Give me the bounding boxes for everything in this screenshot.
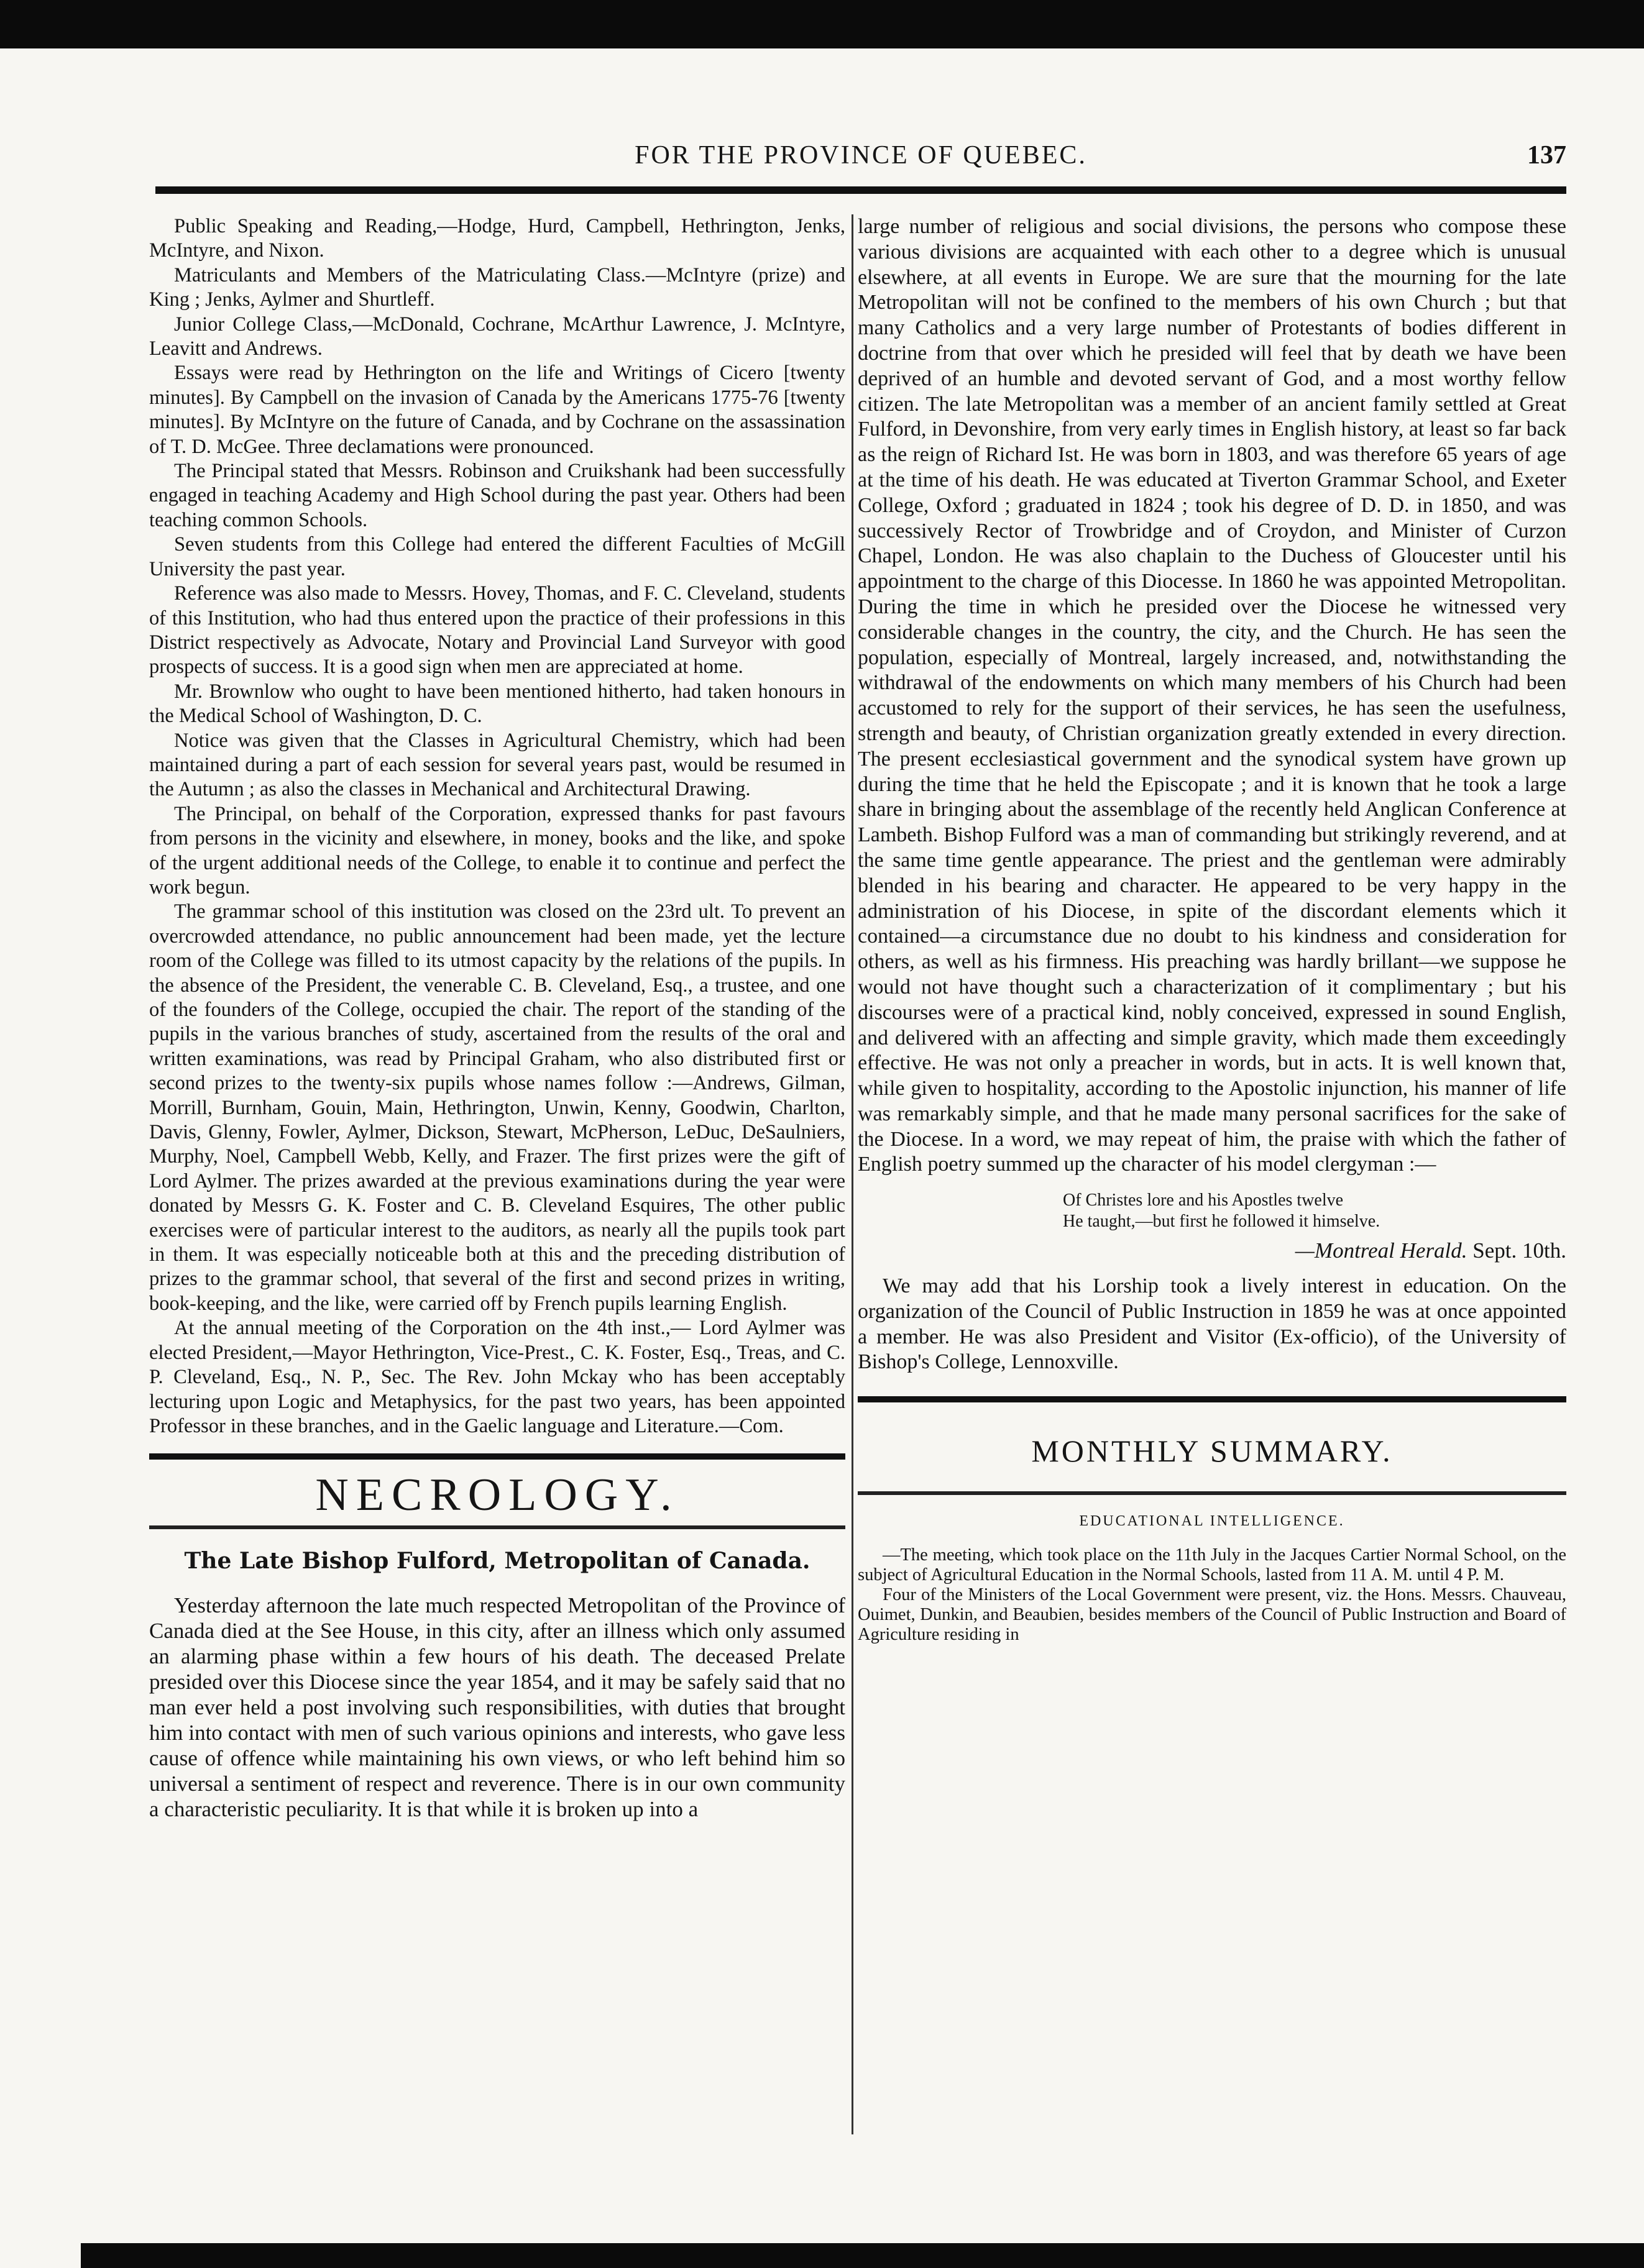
summary-body xyxy=(858,1545,1566,1645)
paragraph: At the annual meeting of the Corporation on the 4th inst.,— Lord Aylmer was elected President,—Mayor Hethrington, Vice-Prest., C. K. Foster, Esq., Treas, and C. P. Cleveland, Esq., N. P., Sec. The Rev. John Mckay who has been acceptably lecturing upon Logic and Metaphysics, for the past two years, has been appointed Professor in these branches, and in the Gaelic language and Literature.—Com. xyxy=(149,1317,845,1437)
poem-line: He taught,—but first he followed it himselve. xyxy=(1063,1212,1380,1232)
poem-line: Of Christes lore and his Apostles twelve xyxy=(1063,1191,1344,1210)
paragraph: The grammar school of this institution was closed on the 23rd ult. To prevent an overcrowded attendance, no public announcement had been made, yet the lecture room of the College was filled to its utmost capacity by the relations of the pupils. In the absence of the President, the venerable C. B. Cleveland, Esq., a trustee, and one of the founders of the College, occupied the chair. The report of the standing of the pupils in the various branches of study, ascertained from the results of the oral and written examinations, was read by Principal Graham, who also distributed first or second prizes to the twenty-six pupils whose names follow :—Andrews, Gilman, Morrill, Burnham, Gouin, Main, Hethrington, Unwin, Kenny, Goodwin, Charlton, Davis, Glenny, Fowler, Aylmer, Dickson, Stewart, McPherson, LeDuc, DeSaulniers, Murphy, Noel, Campbell Webb, Kelly, and Frazer. The first prizes were the gift of Lord Aylmer. The prizes awarded at the previous examinations during the year were donated by Messrs G. K. Foster and C. B. Cleveland Esquires, The other public exercises were of particular interest to the auditors, as nearly all the pupils took part in them. It was especially noticeable both at this and the preceding distribution of prizes to the grammar school, that several of the first and second prizes in writing, book-keeping, and the like, were carried off by French pupils learning English. xyxy=(149,900,845,1315)
necrology-heading: NECROLOGY. xyxy=(315,1470,679,1521)
monthly-summary-heading: MONTHLY SUMMARY. xyxy=(1031,1434,1393,1469)
obituary-paragraph: Yesterday afternoon the late much respected Metropolitan of the Province of Canada died at the See House, in this city, after an illness which only assumed an alarming phase within a few hours of his death. The deceased Prelate presided over this Diocese since the year 1854, and it may be safely said that no man ever held a post involving such responsibilities, with duties that brought him into contact with men of such various opinions and interests, who gave less cause of offence while maintaining his own views, or who left behind him so universal a sentiment of respect and reverence. There is in our own community a characteristic peculiarity. It is that while it is broken up into a xyxy=(149,1593,845,1821)
left-column xyxy=(149,214,845,1822)
header-rule xyxy=(155,186,1566,194)
paragraph: Essays were read by Hethrington on the life and Writings of Cicero [twenty minutes]. By Campbell on the invasion of Canada by the Americans 1775-76 [twenty minutes]. By McIntyre on the future of Canada, and by Cochrane on the assassination of T. D. McGee. Three declamations were pronounced. xyxy=(149,362,845,458)
paragraph: Seven students from this College had entered the different Faculties of McGill University the past year. xyxy=(149,533,845,580)
column-divider xyxy=(852,214,853,2134)
paragraph: —The meeting, which took place on the 11th July in the Jacques Cartier Normal School, on the subject of Agricultural Education in the Normal Schools, lasted from 11 A. M. until 4 P. M. xyxy=(858,1545,1566,1584)
paragraph: The Principal, on behalf of the Corporation, expressed thanks for past favours from persons in the vicinity and elsewhere, in money, books and the like, and spoke of the urgent additional needs of the College, to enable it to continue and perfect the work begun. xyxy=(149,802,845,899)
bottom-scan-border xyxy=(81,2243,1644,2268)
paragraph: Notice was given that the Classes in Agricultural Chemistry, which had been maintained during a part of each session for several years past, would be resumed in the Autumn ; as also the classes in Mechanical and Architectural Drawing. xyxy=(149,729,845,801)
running-header xyxy=(155,140,1566,184)
paragraph: Public Speaking and Reading,—Hodge, Hurd, Campbell, Hethrington, Jenks, McIntyre, and Nixon. xyxy=(149,215,845,262)
article-title: The Late Bishop Fulford, Metropolitan of Canada. xyxy=(184,1547,811,1574)
educational-intelligence-heading: EDUCATIONAL INTELLIGENCE. xyxy=(1079,1513,1345,1530)
paragraph: Matriculants and Members of the Matriculating Class.—McIntyre (prize) and King ; Jenks, Aylmer and Shurtleff. xyxy=(149,263,845,311)
source-name: —Montreal Herald. xyxy=(1295,1238,1467,1263)
paragraph: Junior College Class,—McDonald, Cochrane, McArthur Lawrence, J. McIntyre, Leavitt and Andrews. xyxy=(149,313,845,360)
paragraph: Four of the Ministers of the Local Government were present, viz. the Hons. Messrs. Chauveau, Ouimet, Dunkin, and Beaubien, besides members of the Council of Public Instruction and Board of Agriculture residing in xyxy=(858,1584,1566,1644)
top-scan-border xyxy=(0,0,1644,48)
paragraph: Mr. Brownlow who ought to have been mentioned hitherto, had taken honours in the Medical School of Washington, D. C. xyxy=(149,680,845,728)
paragraph: We may add that his Lorship took a lively interest in education. On the organization of the Council of Public Instruction in 1859 he was at once appointed a member. He was also President and Visitor (Ex-officio), of the University of Bishop's College, Lennoxville. xyxy=(858,1274,1566,1374)
section-rule xyxy=(149,1453,845,1460)
source-date: Sept. 10th. xyxy=(1472,1238,1566,1263)
poem-quote xyxy=(858,1190,1566,1232)
page-number: 137 xyxy=(1527,141,1566,170)
section-rule xyxy=(149,1525,845,1529)
section-rule xyxy=(858,1396,1566,1402)
section-rule xyxy=(858,1491,1566,1495)
paragraph: The Principal stated that Messrs. Robinson and Cruikshank had been successfully engaged in teaching Academy and High School during the past year. Others had been teaching common Schools. xyxy=(149,460,845,531)
paragraph: Reference was also made to Messrs. Hovey, Thomas, and F. C. Cleveland, students of this Institution, who had thus entered upon the practice of their professions in this District respectively as Advocate, Notary and Provincial Land Surveyor with good prospects of success. It is a good sign when men are appreciated at home. xyxy=(149,582,845,679)
right-column xyxy=(858,214,1566,1645)
obituary-continued: large number of religious and social divisions, the persons who compose these various divisions are acquainted with each other to a degree which is unusual elsewhere, at all events in Europe. We are sure that the mourning for the late Metropolitan will not be confined to the members of his own Church ; but that many Catholics and a very large number of Protestants of bodies different in doctrine from that over which he presided will feel that by death we have been deprived of an humble and devoted servant of God, and a most worthy fellow citizen. The late Metropolitan was a member of an ancient family settled at Great Fulford, in Devonshire, from very early times in English history, at least so far back as the reign of Richard Ist. He was born in 1803, and was therefore 65 years of age at the time of his death. He was educated at Tiverton Grammar School, and Exeter College, Oxford ; graduated in 1824 ; took his degree of D. D. in 1850, and was successively Rector of Trowbridge and of Croydon, and Minister of Curzon Chapel, London. He was also chaplain to the Duchess of Gloucester until his appointment to the charge of this Diocesse. In 1860 he was appointed Metropolitan. During the time in which he presided over the Diocese he witnessed very considerable changes in the country, the city, and the Church. He has seen the population, especially of Montreal, largely increased, and, notwithstanding the withdrawal of the endowments on which many members of his Church had been accustomed to rely for the support of their services, he has seen the usefulness, strength and beauty, of Christian organization greatly extended in every direction. The present ecclesiastical government and the synodical system have grown up during the time that he held the Episcopate ; and it is known that he took a large share in bringing about the assemblage of the recently held Anglican Conference at Lambeth. Bishop Fulford was a man of commanding but strikingly reverend, and at the same time gentle appearance. The priest and the gentleman were admirably blended in his bearing and character. He appeared to be very happy in the administration of his Diocese, in spite of the discordant elements which it contained—a circumstance due no doubt to his kindness and consideration for others, as well as his firmness. His preaching was hardly brillant—we suppose he would not have thought such a characterization of it complimentary ; but his discourses were of a practical kind, nobly conceived, expressed in sound English, and delivered with an affecting and simple gravity, which made them exceedingly effective. He was not only a preacher in words, but in acts. It is well known that, while given to hospitality, according to the Apostolic injunction, his manner of life was remarkably simple, and that he made many personal sacrifices for the sake of the Diocese. In a word, we may repeat of him, the praise with which the father of English poetry summed up the character of his model clergyman :— xyxy=(858,215,1566,1176)
page-title: FOR THE PROVINCE OF QUEBEC. xyxy=(635,141,1087,170)
poem-source xyxy=(858,1238,1566,1264)
